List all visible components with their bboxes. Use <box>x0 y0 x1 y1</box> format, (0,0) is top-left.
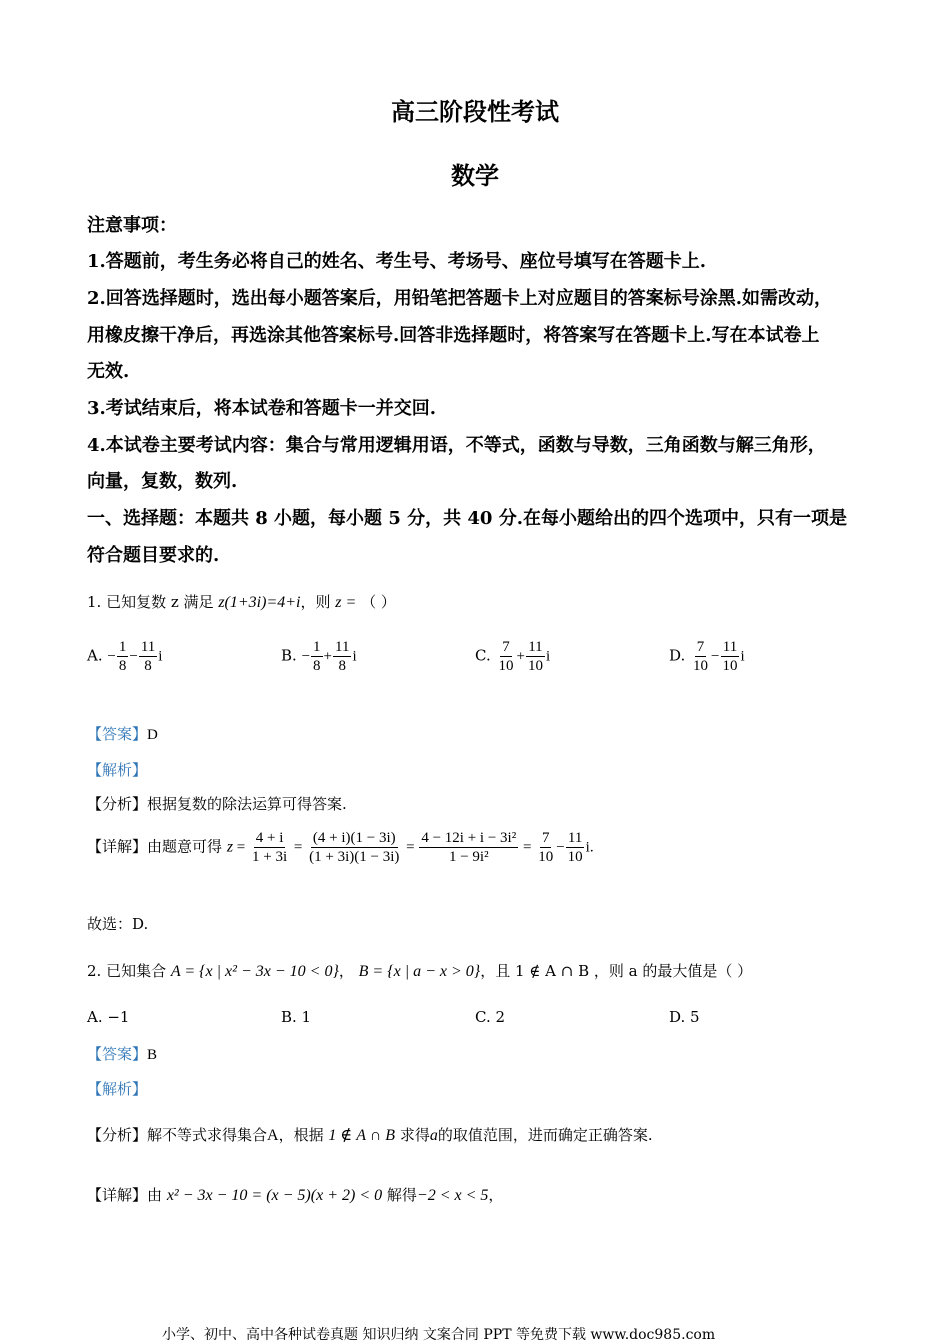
fraction: $\frac{7}{10}$ <box>693 639 709 674</box>
q2-option-c: C. 2 <box>475 1008 506 1026</box>
q1-conclusion: 故选：D. <box>87 915 149 933</box>
fraction: $\frac{11}{10}$ <box>567 830 583 865</box>
q2-detail-b: 解得 <box>386 1186 417 1204</box>
q2-fenxi-var: a <box>429 1127 438 1144</box>
q1-option-b: B. − $\frac{1}{8}$ + $\frac{11}{8}$ i <box>281 639 357 674</box>
q2-detail-c: ， <box>488 1186 504 1204</box>
q2-detail-result: −2 < x < 5 <box>416 1187 489 1204</box>
q2-option-d: D. 5 <box>669 1008 700 1026</box>
q2-detail <box>87 1184 503 1205</box>
q1-option-d-label: D. <box>669 646 686 665</box>
detail-tag: 【详解】 <box>87 837 148 856</box>
notice-item-4-line1: 4.本试卷主要考试内容：集合与常用逻辑用语，不等式，函数与导数，三角函数与解三角形， <box>87 435 826 456</box>
notice-item-2-line2: 用橡皮擦干净后，再选涂其他答案标号.回答非选择题时，将答案写在答题卡上.写在本试卷上 <box>87 325 820 346</box>
q2-stem: 2. 已知集合 A = {x | x² − 3x − 10 < 0}， B = {x | a − x > 0}，且 1 ∉ A ∩ B ，则 a 的最大值是（ ） <box>87 962 753 980</box>
q1-equation: z(1+3i)=4+i <box>218 594 301 611</box>
q2-fenxi-d: 的取值范围，进而确定正确答案. <box>437 1126 653 1144</box>
q2-stem-b: ，且 1 ∉ A ∩ B ，则 a 的最大值是（ ） <box>480 962 753 980</box>
notice-item-4-line2: 向量，复数，数列. <box>87 471 238 492</box>
q2-fenxi-b: ，根据 <box>278 1126 324 1144</box>
q1-option-c-label: C. <box>475 646 491 665</box>
q1-detail-text: 由题意可得 <box>147 837 223 856</box>
fraction: $\frac{7}{10}$ <box>538 830 554 865</box>
exam-title: 高三阶段性考试 <box>391 97 559 126</box>
notice-item-2-line1: 2.回答选择题时，选出每小题答案后，用铅笔把答题卡上对应题目的答案标号涂黑.如需改动， <box>87 288 833 309</box>
fraction: $\frac{\text{4 − 12i + i − 3i²}}{\text{1 − 9i²}}$ <box>421 830 517 865</box>
q2-option-b: B. 1 <box>281 1008 312 1026</box>
q2-answer-value: B <box>147 1047 158 1063</box>
q1-answer <box>87 723 158 744</box>
q1-analysis-tag: 【解析】 <box>87 761 148 779</box>
notice-item-3: 3.考试结束后，将本试卷和答题卡一并交回. <box>87 398 437 419</box>
q1-z: z = <box>335 594 357 611</box>
q1-stem <box>87 591 396 612</box>
q2-set-a: A = {x | x² − 3x − 10 < 0} <box>170 963 339 980</box>
q2-fenxi-set: A <box>267 1127 279 1144</box>
answer-tag: 【答案】 <box>87 725 148 743</box>
q2-fenxi-c: 求得 <box>399 1126 430 1144</box>
q2-detail-equation: x² − 3x − 10 = (x − 5)(x + 2) < 0 <box>166 1187 383 1204</box>
fraction: $\frac{1}{8}$ <box>313 639 321 674</box>
section-heading-line2: 符合题目要求的. <box>87 545 220 566</box>
detail-tag: 【详解】 <box>87 1186 148 1204</box>
section-heading-line1: 一、选择题：本题共 8 小题，每小题 5 分，共 40 分.在每小题给出的四个选项中，只有一项是 <box>87 508 847 529</box>
q1-fenxi-text: 根据复数的除法运算可得答案. <box>147 795 347 813</box>
q1-option-a: A. − $\frac{1}{8}$ − $\frac{11}{8}$ i <box>87 639 163 674</box>
fraction: $\frac{7}{10}$ <box>498 639 514 674</box>
q2-fenxi-condition: 1 ∉ A ∩ B <box>328 1127 396 1144</box>
fraction: $\frac{4 + i}{1 + 3i}$ <box>252 830 288 865</box>
q1-stem-b: ，则 <box>300 593 331 611</box>
answer-tag: 【答案】 <box>87 1045 148 1063</box>
subject-title: 数学 <box>451 161 499 190</box>
fraction: $\frac{11}{10}$ <box>527 639 543 674</box>
q1-option-d: D. $\frac{7}{10}$ − $\frac{11}{10}$ i <box>669 639 745 674</box>
q1-detail: 【详解】由题意可得 z = $\frac{4 + i}{1 + 3i}$ = $\frac{(4 + i)(1 - 3i)}{(1 + 3i)(1 - 3i)}$ = $\frac{\text{4 − 12i + i − 3i²}}{\text{1 − 9i²}}$ = $\frac{7}{10}$ − $\frac{11}{10}$ i. <box>87 830 594 865</box>
q2-fenxi-a: 解不等式求得集合 <box>147 1126 268 1144</box>
q1-fenxi <box>87 793 347 814</box>
fraction: $\frac{1}{8}$ <box>118 639 127 674</box>
notice-heading: 注意事项： <box>87 215 177 236</box>
fenxi-tag: 【分析】 <box>87 1126 148 1144</box>
q2-answer <box>87 1043 157 1064</box>
q2-fenxi <box>87 1124 653 1145</box>
q1-answer-value: D <box>147 727 158 743</box>
fenxi-tag: 【分析】 <box>87 795 148 813</box>
q1-option-c: C. $\frac{7}{10}$ + $\frac{11}{10}$ i <box>475 639 551 674</box>
notice-item-1: 1.答题前，考生务必将自己的姓名、考生号、考场号、座位号填写在答题卡上. <box>87 251 707 272</box>
q2-option-a: A. −1 <box>87 1008 130 1026</box>
fraction: $\frac{(4 + i)(1 - 3i)}{(1 + 3i)(1 - 3i)}$ <box>309 830 400 865</box>
fraction: $\frac{11}{10}$ <box>722 639 738 674</box>
fraction: $\frac{11}{8}$ <box>140 639 156 674</box>
q1-option-a-label: A. <box>87 646 103 665</box>
page-footer: 小学、初中、高中各种试卷真题 知识归纳 文案合同 PPT 等免费下载 www.doc985.com <box>162 1327 716 1343</box>
q2-analysis-tag: 【解析】 <box>87 1080 148 1098</box>
fraction: $\frac{11}{8}$ <box>335 639 350 674</box>
q1-option-b-label: B. <box>281 646 297 665</box>
q1-paren: （ ） <box>361 593 396 611</box>
notice-item-2-line3: 无效. <box>87 361 130 382</box>
q1-stem-a: 1. 已知复数 z 满足 <box>87 593 214 611</box>
q2-stem-a: 2. 已知集合 <box>87 962 167 980</box>
q2-detail-a: 由 <box>147 1186 163 1204</box>
q2-set-b: B = {x | a − x > 0} <box>358 963 481 980</box>
